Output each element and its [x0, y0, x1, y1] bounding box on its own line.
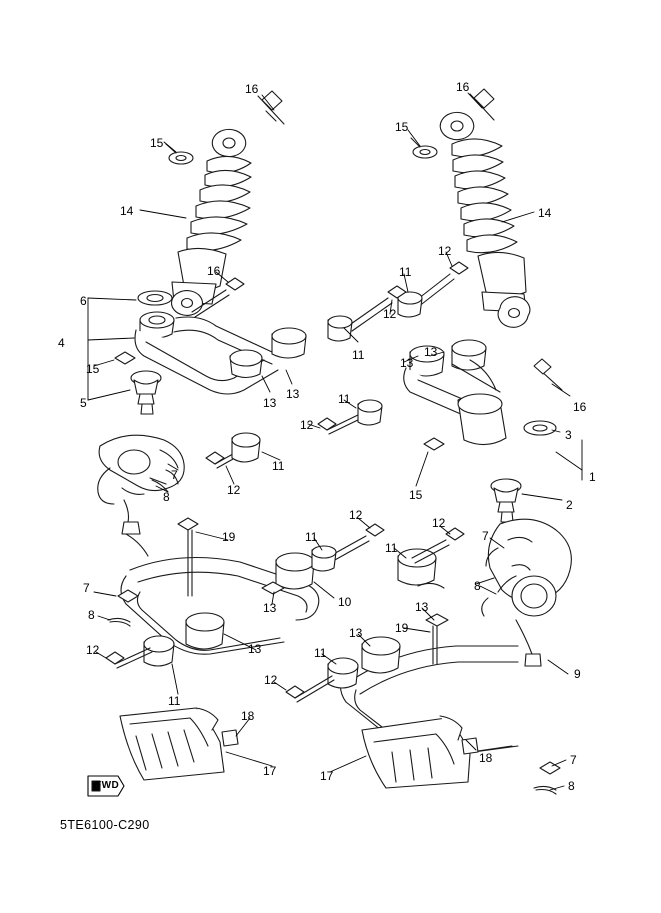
callout-13-g: 13: [349, 626, 363, 640]
callout-12-b: 12: [383, 307, 397, 321]
callout-11-c: 11: [338, 392, 351, 406]
skid-plate-left: [120, 708, 238, 780]
shock-absorber-left: [166, 91, 284, 315]
callout-6: 6: [80, 294, 87, 308]
skid-plate-right: [362, 716, 478, 788]
shock-absorber-right: [411, 89, 530, 327]
callout-18-a: 18: [241, 709, 255, 723]
callout-13-a: 13: [400, 356, 414, 370]
part-code-label: 5TE6100-C290: [60, 818, 150, 832]
callout-10: 10: [338, 595, 352, 609]
callout-15-a: 15: [150, 136, 164, 150]
callout-12-c: 12: [300, 418, 314, 432]
callout-15-c: 15: [86, 362, 100, 376]
callout-2: 2: [566, 498, 573, 512]
callout-16-b: 16: [456, 80, 470, 94]
steering-knuckle-right: [476, 519, 571, 666]
callout-4: 4: [58, 336, 65, 350]
callout-12-a: 12: [438, 244, 452, 258]
callout-13-b: 13: [424, 345, 438, 359]
callout-7-d: 7: [570, 753, 577, 767]
steering-knuckle-left: [98, 435, 184, 556]
callout-8-d: 8: [568, 779, 575, 793]
callout-15-d: 15: [409, 488, 423, 502]
callout-17-a: 17: [263, 764, 277, 778]
callout-12-d: 12: [227, 483, 241, 497]
callout-11-b: 11: [352, 348, 365, 362]
callout-19-b: 19: [395, 621, 409, 635]
callout-17-b: 17: [320, 769, 334, 783]
callout-11-h: 11: [168, 694, 181, 708]
callout-7-c: 7: [83, 581, 90, 595]
callout-18-b: 18: [479, 751, 493, 765]
callout-11-g: 11: [314, 646, 327, 660]
callout-12-e: 12: [349, 508, 363, 522]
callout-14-b: 14: [538, 206, 552, 220]
callout-13-c: 13: [286, 387, 300, 401]
callout-8-c: 8: [88, 608, 95, 622]
callout-14-a: 14: [120, 204, 134, 218]
callout-3: 3: [565, 428, 572, 442]
callout-12-g: 12: [86, 643, 100, 657]
callout-13-d: 13: [263, 396, 277, 410]
callout-13-h: 13: [248, 642, 262, 656]
lower-arm-left: [121, 518, 319, 666]
callout-16-c: 16: [207, 264, 221, 278]
callout-12-h: 12: [264, 673, 278, 687]
callout-11-a: 11: [399, 265, 412, 279]
callout-11-d: 11: [272, 459, 285, 473]
callout-16-d: 16: [573, 400, 587, 414]
callout-7-a: 7: [171, 468, 178, 482]
callout-16-a: 16: [245, 82, 259, 96]
callout-13-e: 13: [263, 601, 277, 615]
callout-7-b: 7: [482, 529, 489, 543]
upper-arm-left: [115, 291, 306, 414]
callout-5: 5: [80, 396, 87, 410]
callout-15-b: 15: [395, 120, 409, 134]
callout-1: 1: [589, 470, 596, 484]
callout-12-f: 12: [432, 516, 446, 530]
callout-13-f: 13: [415, 600, 429, 614]
callout-8-a: 8: [163, 490, 170, 504]
callout-11-f: 11: [385, 541, 398, 555]
callout-19-a: 19: [222, 530, 236, 544]
upper-arm-right: [404, 340, 562, 522]
callout-11-e: 11: [305, 530, 318, 544]
fwd-label: FWD: [95, 780, 120, 791]
callout-8-b: 8: [474, 579, 481, 593]
callout-9: 9: [574, 667, 581, 681]
